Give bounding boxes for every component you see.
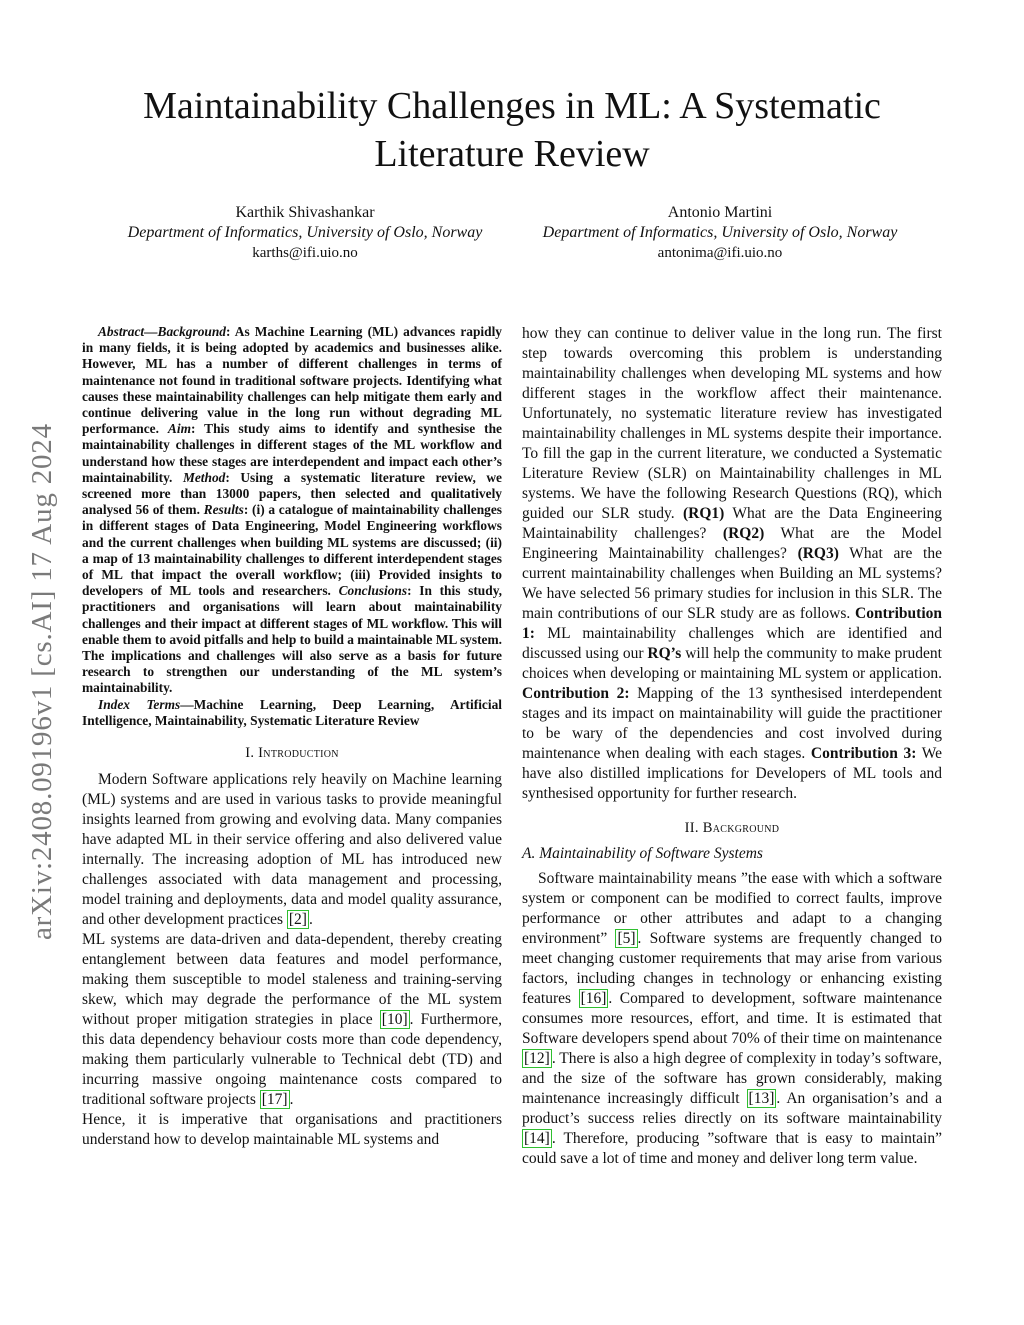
intro-p2-text-b: . Furthermore, this data dependency behaviour costs more than code dependency, making them particularly vulnerable to Technical debt (TD) and incurring massive ongoing maintenance costs compared to traditional software projects: [82, 1011, 502, 1109]
abstract-aim-label: Aim: [167, 421, 191, 437]
subsection-heading: A. Maintainability of Software Systems: [522, 845, 763, 862]
bg-text-b: . Software systems are frequently changed to meet changing customer requirements that may arise from various factors, including changes in technology or enhancing existing features: [522, 930, 942, 1007]
citation-link[interactable]: [13]: [748, 1090, 775, 1107]
intro-paragraph-3-start: [82, 1110, 502, 1150]
intro-p3-text-left: Hence, it is imperative that organisations and practitioners understand how to develop maintainable ML systems and: [82, 1111, 502, 1149]
abstract-background-label: Background: [157, 324, 226, 339]
citation-link[interactable]: [2]: [288, 911, 307, 929]
abstract: [82, 324, 502, 697]
citation-link[interactable]: [10]: [381, 1011, 408, 1029]
intro-p2-text: ML systems are data-driven and data-dependent, thereby creating entanglement between data features and model performance, making them susceptible to model staleness and training-serving skew, which may degrade the performance of the ML system without proper mitigation strategies in place: [82, 931, 502, 1029]
index-terms-text: —Machine Learning, Deep Learning, Artificial Intelligence, Maintainability, Systematic Literature Review: [82, 696, 502, 728]
citation-link[interactable]: [12]: [524, 1050, 550, 1067]
abstract-results-label: Results: [203, 502, 244, 518]
section-heading-introduction: I. Introduction: [245, 745, 339, 762]
arxiv-side-identifier: arXiv:2408.09196v1 [cs.AI] 17 Aug 2024: [26, 423, 58, 940]
paper-title: Maintainability Challenges in ML: A Systematic Literature Review: [143, 85, 881, 175]
author-block-2: [510, 203, 930, 263]
citation-link[interactable]: [14]: [524, 1130, 550, 1147]
intro-paragraph-2: [82, 930, 502, 1110]
contribution-3-label: Contribution 3:: [810, 745, 917, 762]
author-affiliation: Department of Informatics, University of Oslo, Norway: [542, 224, 898, 241]
intro-paragraph-3-cont: [522, 324, 942, 804]
contribution-2-text: Mapping of the 13 synthesised interdependent stages and its impact on maintainability will guide the practitioner to be wary of the dependencies and cost involved during maintenance when dealing with each stages.: [522, 685, 943, 762]
rq1-text: What are the Data Engineering Maintainability challenges?: [522, 505, 942, 542]
intro-p1-text: Modern Software applications rely heavily on Machine learning (ML) systems and are used in various tasks to provide meaningful insights learned from growing and evolving data. Many companies have adapted ML in their service offering and also delivered value internally. The increasing adoption of ML has introduced new challenges associated with data management and processing, model training and deployments, data and model quality assurance, and other development practices: [82, 771, 502, 929]
citation-link[interactable]: [16]: [580, 990, 607, 1007]
author-name: Antonio Martini: [667, 204, 773, 221]
author-email: antonima@ifi.uio.no: [657, 245, 783, 261]
contribution-1-label: Contribution 1:: [522, 605, 942, 642]
author-email: karths@ifi.uio.no: [252, 245, 358, 261]
contribution-3-text: We have also distilled implications for Developers of ML tools and synthesised opportunity for further research.: [522, 745, 942, 802]
index-terms-label: Index Terms: [98, 696, 181, 712]
left-column: [82, 324, 502, 1150]
abstract-method-text: : Using a systematic literature review, we screened more than 13000 papers, then selected and qualitatively analysed 56 of them.: [82, 469, 502, 518]
abstract-conclusions-label: Conclusions: [338, 583, 408, 599]
abstract-lead: Abstract—: [98, 324, 158, 339]
background-paragraph-1: [522, 869, 942, 1169]
author-block-1: [95, 203, 515, 263]
section-heading-background: II. Background: [684, 820, 780, 836]
rq3-text: What are the current maintainability challenges when Building an ML systems? We have selected 56 primary studies for inclusion in this SLR. The main contributions of our SLR study are as follows.: [522, 545, 942, 622]
abstract-method-label: Method: [182, 469, 226, 485]
citation-link[interactable]: [5]: [617, 930, 636, 947]
abstract-background-text: : As Machine Learning (ML) advances rapidly in many fields, it is being adopted by academics and businesses alike. However, ML has a number of different challenges in terms of maintenance not found in traditional software projects. Identifying what causes these maintainability challenges can help mitigate them early and continue delivering value in the long run without degrading ML performance.: [82, 324, 502, 437]
right-column: [522, 324, 942, 1169]
index-terms: [82, 697, 502, 729]
rq2-text: What are the Model Engineering Maintainability challenges?: [522, 525, 942, 562]
contribution-1-text: ML maintainability challenges which are identified and discussed using our: [522, 625, 942, 662]
rqs-label: RQ’s: [647, 645, 682, 662]
intro-p3-text-right: how they can continue to deliver value in the long run. The first step towards overcoming this problem is understanding maintainability challenges when developing ML systems and how different stages in the workflow affect their maintenance. Unfortunately, no systematic literature review has investigated maintainability challenges in ML systems despite their importance. To fill the gap in the current literature, we conducted a Systematic Literature Review (SLR) on Maintainability challenges in ML systems. We have the following Research Questions (RQ), which guided our SLR study.: [522, 325, 942, 522]
contribution-2-label: Contribution 2:: [522, 685, 630, 702]
abstract-results-text: : (i) a catalogue of maintainability challenges in different stages of Data Engineering, Model Engineering workflows and the current challenges when building ML systems are discussed; (ii) a map of 13 maintainability challenges to different interdependent stages of ML that impact the overall workflow; (iii) Provided insights to developers of ML tools and researchers.: [82, 502, 502, 599]
bg-text-a: Software maintainability means ”the ease with which a software system or component can be modified to correct faults, improve performance or other attributes and adapt to a changing environment”: [522, 870, 942, 947]
intro-p1-end: .: [308, 911, 313, 929]
rq3-label: (RQ3): [797, 545, 839, 562]
author-name: Karthik Shivashankar: [235, 204, 375, 221]
bg-text-d: . There is also a high degree of complexity in today’s software, and the size of the software has grown considerably, making maintenance increasingly difficult: [522, 1050, 942, 1107]
abstract-aim-text: : This study aims to identify and synthesise the maintainability challenges in different stages of the ML workflow and understand how these stages are interdependent and impact each other’s maintainability.: [82, 421, 502, 485]
abstract-conclusions-text: : In this study, practitioners and organisations will learn about maintainability challenges and their impact at different stages of ML workflow. This will enable them to avoid pitfalls and help to build a maintainable ML system. The implications and challenges will also serve as a basis for future research to strengthen our understanding of the ML system’s maintainability.: [82, 583, 503, 696]
bg-text-f: . Therefore, producing ”software that is easy to maintain” could save a lot of time and money and deliver long term value.: [522, 1130, 942, 1167]
citation-link[interactable]: [17]: [261, 1091, 288, 1109]
intro-paragraph-1: [82, 770, 502, 930]
contribution-1-text-b: will help the community to make prudent choices when developing or maintaining ML system or application.: [522, 645, 942, 682]
author-affiliation: Department of Informatics, University of Oslo, Norway: [127, 224, 483, 241]
bg-text-e: . An organisation’s and a product’s success relies directly on its software maintainability: [522, 1090, 943, 1127]
rq2-label: (RQ2): [722, 525, 765, 542]
intro-p2-end: .: [289, 1091, 294, 1109]
rq1-label: (RQ1): [682, 505, 725, 522]
bg-text-c: . Compared to development, software maintenance consumes more resources, effort, and time. It is estimated that Software developers spend about 70% of their time on maintenance: [522, 990, 942, 1047]
